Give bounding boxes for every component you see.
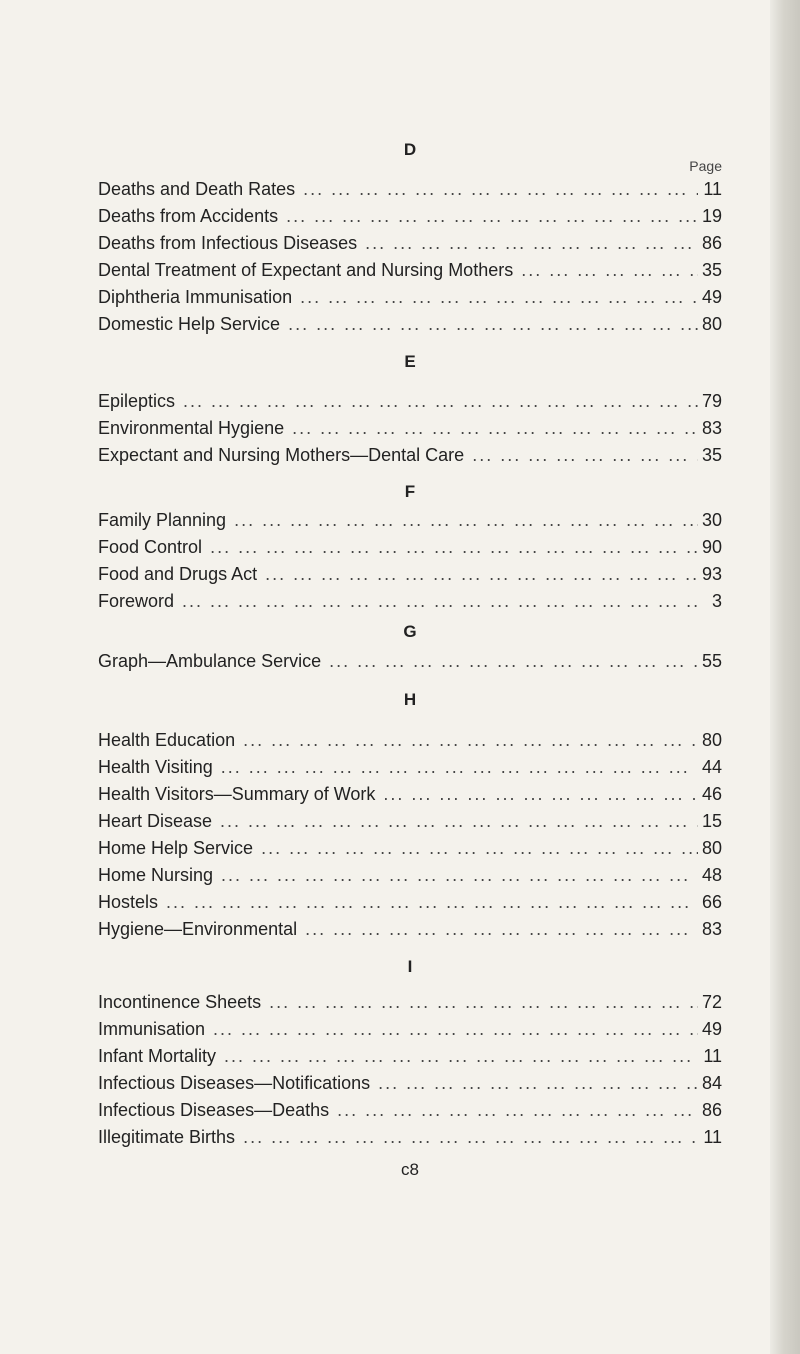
entry-page: 80 bbox=[701, 838, 722, 858]
index-entry bbox=[98, 390, 722, 412]
entry-page: 66 bbox=[701, 892, 722, 912]
section-letter-i: I bbox=[407, 957, 413, 976]
entry-page: 11 bbox=[703, 1127, 722, 1147]
entry-page: 80 bbox=[701, 314, 722, 334]
index-entry bbox=[98, 536, 722, 558]
entry-label: Home Nursing bbox=[98, 865, 214, 885]
entry-page: 86 bbox=[701, 1100, 722, 1120]
dot-leader bbox=[166, 891, 698, 913]
entry-page: 49 bbox=[701, 287, 722, 307]
entry-label: Family Planning bbox=[98, 510, 227, 530]
dot-leader bbox=[303, 178, 698, 200]
section-letter-d: D bbox=[403, 140, 417, 159]
dot-leader bbox=[220, 810, 698, 832]
entry-label: Infectious Diseases—Deaths bbox=[98, 1100, 330, 1120]
entry-page: 35 bbox=[701, 260, 722, 280]
dot-leader bbox=[329, 650, 698, 672]
entry-label: Health Visitors—Summary of Work bbox=[98, 784, 376, 804]
entry-label: Dental Treatment of Expectant and Nursing Mothers bbox=[98, 260, 514, 280]
dot-leader bbox=[378, 1072, 698, 1094]
dot-leader bbox=[521, 259, 698, 281]
dot-leader bbox=[365, 232, 698, 254]
dot-leader bbox=[472, 444, 698, 466]
dot-leader bbox=[182, 590, 698, 612]
entry-label: Deaths from Infectious Diseases bbox=[98, 233, 358, 253]
index-entry bbox=[98, 810, 722, 832]
entry-label: Hygiene—Environmental bbox=[98, 919, 298, 939]
page-number: c8 bbox=[401, 1160, 419, 1179]
section-letter-f: F bbox=[404, 482, 416, 501]
dot-leader bbox=[383, 783, 698, 805]
entry-page: 3 bbox=[711, 591, 722, 611]
entry-label: Infant Mortality bbox=[98, 1046, 217, 1066]
entry-label: Deaths from Accidents bbox=[98, 206, 279, 226]
index-entry bbox=[98, 1045, 722, 1067]
section-letter-h: H bbox=[403, 690, 417, 709]
index-entry bbox=[98, 1099, 722, 1121]
index-entry bbox=[98, 1126, 722, 1148]
entry-page: 84 bbox=[701, 1073, 722, 1093]
dot-leader bbox=[292, 417, 698, 439]
section-letter-g: G bbox=[403, 622, 417, 641]
index-entry bbox=[98, 729, 722, 751]
dot-leader bbox=[288, 313, 698, 335]
entry-page: 49 bbox=[701, 1019, 722, 1039]
entry-label: Foreword bbox=[98, 591, 175, 611]
index-entry bbox=[98, 650, 722, 672]
entry-label: Health Education bbox=[98, 730, 236, 750]
entry-page: 44 bbox=[701, 757, 722, 777]
page-edge-shadow bbox=[770, 0, 800, 1354]
entry-page: 90 bbox=[701, 537, 722, 557]
entry-label: Epileptics bbox=[98, 391, 176, 411]
entry-label: Heart Disease bbox=[98, 811, 213, 831]
index-entry bbox=[98, 783, 722, 805]
entry-label: Immunisation bbox=[98, 1019, 206, 1039]
entry-page: 19 bbox=[701, 206, 722, 226]
dot-leader bbox=[265, 563, 698, 585]
index-entry bbox=[98, 232, 722, 254]
dot-leader bbox=[234, 509, 698, 531]
section-letter-e: E bbox=[404, 352, 416, 371]
dot-leader bbox=[183, 390, 698, 412]
index-entry bbox=[98, 444, 722, 466]
index-entry bbox=[98, 918, 722, 940]
dot-leader bbox=[221, 864, 698, 886]
entry-label: Graph—Ambulance Service bbox=[98, 651, 322, 671]
index-entry bbox=[98, 837, 722, 859]
entry-page: 48 bbox=[701, 865, 722, 885]
entry-page: 86 bbox=[701, 233, 722, 253]
index-entry bbox=[98, 563, 722, 585]
entry-page: 80 bbox=[701, 730, 722, 750]
entry-page: 55 bbox=[701, 651, 722, 671]
dot-leader bbox=[213, 1018, 698, 1040]
dot-leader bbox=[224, 1045, 698, 1067]
index-entry bbox=[98, 991, 722, 1013]
dot-leader bbox=[305, 918, 698, 940]
index-entry bbox=[98, 1072, 722, 1094]
entry-label: Home Help Service bbox=[98, 838, 254, 858]
entry-page: 72 bbox=[701, 992, 722, 1012]
dot-leader bbox=[286, 205, 698, 227]
entry-page: 35 bbox=[701, 445, 722, 465]
index-entry bbox=[98, 417, 722, 439]
index-entry bbox=[98, 509, 722, 531]
entry-label: Health Visiting bbox=[98, 757, 213, 777]
entry-page: 46 bbox=[701, 784, 722, 804]
entry-label: Domestic Help Service bbox=[98, 314, 281, 334]
entry-label: Food and Drugs Act bbox=[98, 564, 258, 584]
entry-page: 15 bbox=[701, 811, 722, 831]
entry-label: Hostels bbox=[98, 892, 159, 912]
entry-label: Environmental Hygiene bbox=[98, 418, 285, 438]
index-entry bbox=[98, 178, 722, 200]
index-entry bbox=[98, 259, 722, 281]
index-entry bbox=[98, 1018, 722, 1040]
entry-page: 11 bbox=[703, 1046, 722, 1066]
entry-label: Diphtheria Immunisation bbox=[98, 287, 293, 307]
index-entry bbox=[98, 590, 722, 612]
entry-label: Infectious Diseases—Notifications bbox=[98, 1073, 371, 1093]
entry-page: 30 bbox=[701, 510, 722, 530]
entry-label: Illegitimate Births bbox=[98, 1127, 236, 1147]
entry-label: Incontinence Sheets bbox=[98, 992, 262, 1012]
dot-leader bbox=[337, 1099, 698, 1121]
entry-label: Food Control bbox=[98, 537, 203, 557]
entry-label: Deaths and Death Rates bbox=[98, 179, 296, 199]
index-entry bbox=[98, 756, 722, 778]
dot-leader bbox=[269, 991, 698, 1013]
index-entry bbox=[98, 205, 722, 227]
index-entry bbox=[98, 864, 722, 886]
dot-leader bbox=[243, 1126, 698, 1148]
entry-page: 93 bbox=[701, 564, 722, 584]
dot-leader bbox=[300, 286, 698, 308]
dot-leader bbox=[210, 536, 698, 558]
entry-page: 83 bbox=[701, 418, 722, 438]
entry-label: Expectant and Nursing Mothers—Dental Care bbox=[98, 445, 465, 465]
page-column-header: Page bbox=[689, 158, 722, 174]
entry-page: 79 bbox=[701, 391, 722, 411]
entry-page: 83 bbox=[701, 919, 722, 939]
dot-leader bbox=[221, 756, 698, 778]
entry-page: 11 bbox=[703, 179, 722, 199]
dot-leader bbox=[243, 729, 698, 751]
index-entry bbox=[98, 313, 722, 335]
index-entry bbox=[98, 891, 722, 913]
index-entry bbox=[98, 286, 722, 308]
dot-leader bbox=[261, 837, 698, 859]
